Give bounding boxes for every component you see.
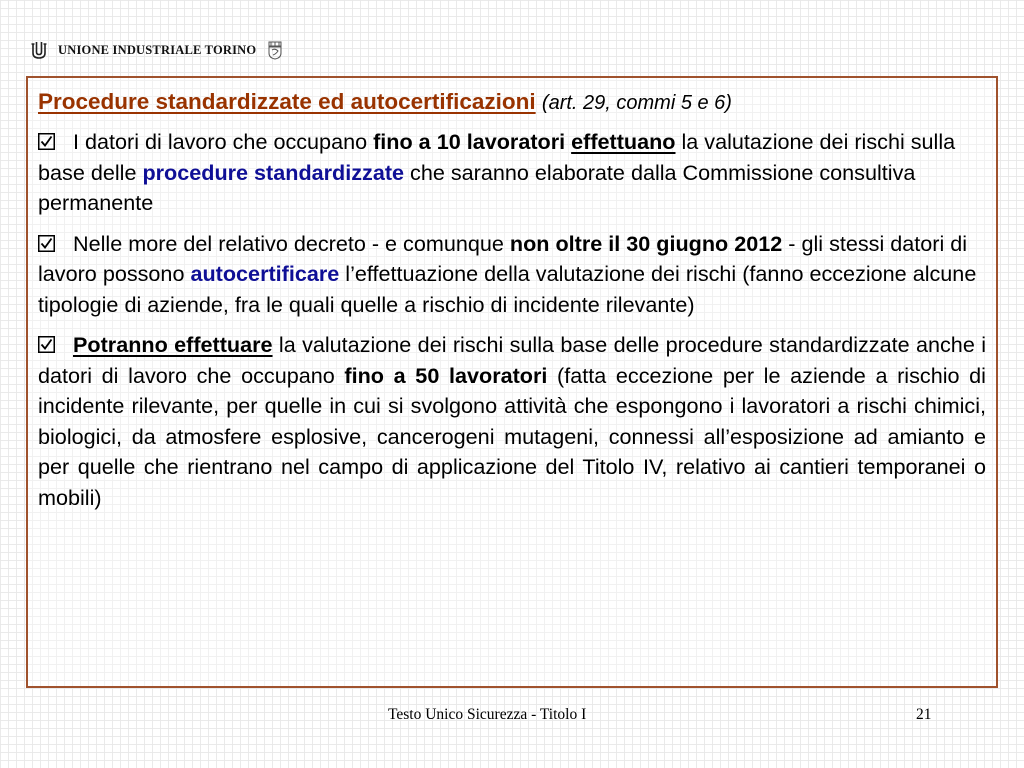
slide-title-reference: (art. 29, commi 5 e 6) (541, 92, 732, 114)
bullet-paragraph-3 (38, 330, 986, 513)
slide-title: Procedure standardizzate ed autocertificazioni (38, 89, 536, 114)
checkbox-checked-icon (38, 133, 55, 150)
bullet-3-bold: fino a 50 lavoratori (344, 362, 548, 388)
slide-header (30, 38, 284, 62)
slide-title-block (38, 88, 986, 117)
footer-caption: Testo Unico Sicurezza - Titolo I (388, 706, 587, 723)
content-frame (26, 76, 998, 688)
turin-crest-icon (266, 40, 284, 60)
page-number: 21 (916, 706, 932, 723)
bullet-1-underlined: effettuano (571, 129, 676, 154)
bullet-2-text: Nelle more del relativo decreto - e comunque (73, 230, 510, 256)
bullet-1-text-2: la valutazione dei rischi sulla base delle (38, 129, 956, 185)
checkbox-checked-icon (38, 235, 55, 252)
bullet-3-underlined: Potranno effettuare (73, 332, 273, 357)
bullet-2-highlight: autocertificare (190, 261, 340, 286)
bullet-3-text: la valutazione dei rischi sulla base delle procedure standardizzate anche i datori di lavoro che occupano (38, 332, 986, 388)
bullet-3-text-2: (fatta eccezione per le aziende a rischio di incidente rilevante, per quelle in cui si svolgono attività che espongono i lavoratori a rischi chimici, biologici, da atmosfere esplosive, cancerogeni mutageni, connessi all’esposizione ad amianto e per quelle che rientrano nel campo di applicazione del Titolo IV, relativo ai cantieri temporanei o mobili) (38, 362, 986, 510)
org-logo-icon (30, 40, 48, 60)
bullet-1-text: I datori di lavoro che occupano (73, 129, 374, 154)
org-name: UNIONE INDUSTRIALE TORINO (58, 42, 257, 57)
checkbox-checked-icon (38, 336, 55, 353)
bullet-1-bold: fino a 10 lavoratori (373, 129, 566, 154)
bullet-1-highlight: procedure standardizzate (142, 159, 405, 185)
bullet-2-bold: non oltre il 30 giugno 2012 (509, 230, 783, 256)
bullet-paragraph-2 (38, 229, 986, 321)
bullet-2-text-3: l’effettuazione della valutazione dei rischi (fanno eccezione alcune tipologie di aziende, fra le quali quelle a rischio di incidente rilevante) (38, 261, 977, 317)
bullet-1-text-3: che saranno elaborate dalla Commissione consultiva permanente (38, 159, 916, 215)
bullet-paragraph-1 (38, 127, 986, 219)
bullet-2-text-2: - gli stessi datori di lavoro possono (38, 230, 968, 286)
